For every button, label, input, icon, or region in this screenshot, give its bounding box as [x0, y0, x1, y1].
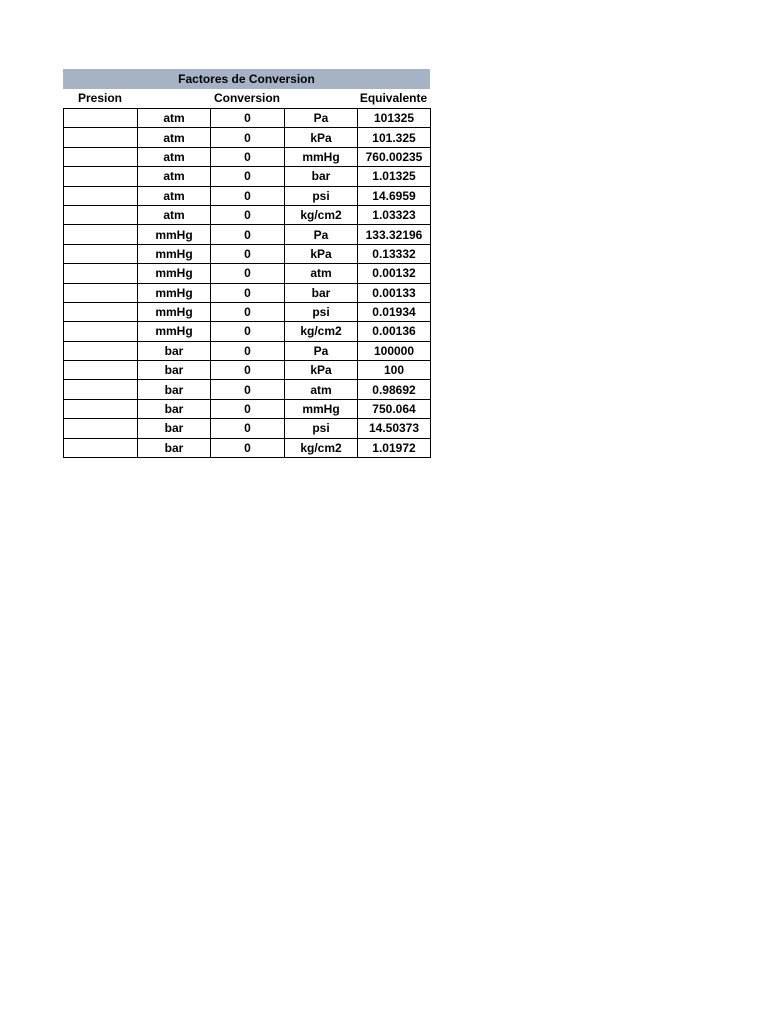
input-value-cell[interactable]: 0 — [211, 361, 285, 380]
input-value-cell[interactable]: 0 — [211, 438, 285, 457]
table-row — [64, 264, 431, 283]
table-row — [64, 225, 431, 244]
from-unit-cell: atm — [138, 109, 211, 128]
factor-cell: 101325 — [358, 109, 431, 128]
factor-cell: 14.6959 — [358, 186, 431, 205]
input-value-cell[interactable]: 0 — [211, 205, 285, 224]
to-unit-cell: psi — [285, 186, 358, 205]
header-equivalente: Equivalente — [359, 91, 428, 105]
input-value-cell[interactable]: 0 — [211, 322, 285, 341]
table-row — [64, 283, 431, 302]
table-row — [64, 341, 431, 360]
presion-cell[interactable] — [64, 380, 138, 399]
presion-cell[interactable] — [64, 419, 138, 438]
to-unit-cell: Pa — [285, 225, 358, 244]
presion-cell[interactable] — [64, 341, 138, 360]
presion-cell[interactable] — [64, 302, 138, 321]
to-unit-cell: mmHg — [285, 147, 358, 166]
header-conversion: Conversion — [213, 91, 280, 105]
from-unit-cell: atm — [138, 186, 211, 205]
from-unit-cell: atm — [138, 128, 211, 147]
from-unit-cell: atm — [138, 205, 211, 224]
presion-cell[interactable] — [64, 283, 138, 302]
to-unit-cell: kg/cm2 — [285, 322, 358, 341]
table-row — [64, 380, 431, 399]
to-unit-cell: Pa — [285, 109, 358, 128]
from-unit-cell: mmHg — [138, 264, 211, 283]
table-row — [64, 205, 431, 224]
input-value-cell[interactable]: 0 — [211, 283, 285, 302]
input-value-cell[interactable]: 0 — [211, 186, 285, 205]
table-row — [64, 109, 431, 128]
input-value-cell[interactable]: 0 — [211, 225, 285, 244]
presion-cell[interactable] — [64, 205, 138, 224]
from-unit-cell: atm — [138, 167, 211, 186]
table-row — [64, 186, 431, 205]
table-row — [64, 147, 431, 166]
from-unit-cell: bar — [138, 380, 211, 399]
to-unit-cell: bar — [285, 283, 358, 302]
to-unit-cell: kg/cm2 — [285, 438, 358, 457]
from-unit-cell: mmHg — [138, 244, 211, 263]
factor-cell: 1.03323 — [358, 205, 431, 224]
input-value-cell[interactable]: 0 — [211, 244, 285, 263]
header-presion: Presion — [77, 91, 122, 105]
factor-cell: 1.01972 — [358, 438, 431, 457]
input-value-cell[interactable]: 0 — [211, 109, 285, 128]
to-unit-cell: kPa — [285, 244, 358, 263]
to-unit-cell: Pa — [285, 341, 358, 360]
input-value-cell[interactable]: 0 — [211, 399, 285, 418]
presion-cell[interactable] — [64, 438, 138, 457]
table-row — [64, 128, 431, 147]
table-row — [64, 167, 431, 186]
to-unit-cell: psi — [285, 302, 358, 321]
table-row — [64, 322, 431, 341]
presion-cell[interactable] — [64, 225, 138, 244]
presion-cell[interactable] — [64, 264, 138, 283]
factor-cell: 14.50373 — [358, 419, 431, 438]
table-row — [64, 399, 431, 418]
factor-cell: 100 — [358, 361, 431, 380]
presion-cell[interactable] — [64, 128, 138, 147]
input-value-cell[interactable]: 0 — [211, 147, 285, 166]
from-unit-cell: mmHg — [138, 283, 211, 302]
presion-cell[interactable] — [64, 186, 138, 205]
to-unit-cell: kPa — [285, 128, 358, 147]
from-unit-cell: bar — [138, 399, 211, 418]
presion-cell[interactable] — [64, 147, 138, 166]
factor-cell: 133.32196 — [358, 225, 431, 244]
factor-cell: 0.00133 — [358, 283, 431, 302]
input-value-cell[interactable]: 0 — [211, 167, 285, 186]
input-value-cell[interactable]: 0 — [211, 302, 285, 321]
presion-cell[interactable] — [64, 361, 138, 380]
to-unit-cell: atm — [285, 264, 358, 283]
factor-cell: 0.00132 — [358, 264, 431, 283]
table-row — [64, 419, 431, 438]
from-unit-cell: atm — [138, 147, 211, 166]
presion-cell[interactable] — [64, 399, 138, 418]
input-value-cell[interactable]: 0 — [211, 341, 285, 360]
table-row — [64, 302, 431, 321]
from-unit-cell: mmHg — [138, 322, 211, 341]
to-unit-cell: mmHg — [285, 399, 358, 418]
conversion-sheet — [63, 69, 430, 458]
from-unit-cell: bar — [138, 361, 211, 380]
table-row — [64, 361, 431, 380]
input-value-cell[interactable]: 0 — [211, 264, 285, 283]
factor-cell: 0.98692 — [358, 380, 431, 399]
presion-cell[interactable] — [64, 167, 138, 186]
conversion-table — [63, 108, 431, 458]
presion-cell[interactable] — [64, 109, 138, 128]
to-unit-cell: kPa — [285, 361, 358, 380]
from-unit-cell: bar — [138, 419, 211, 438]
input-value-cell[interactable]: 0 — [211, 128, 285, 147]
factor-cell: 0.00136 — [358, 322, 431, 341]
to-unit-cell: atm — [285, 380, 358, 399]
to-unit-cell: bar — [285, 167, 358, 186]
table-row — [64, 438, 431, 457]
table-title: Factores de Conversion — [63, 69, 430, 89]
table-row — [64, 244, 431, 263]
from-unit-cell: mmHg — [138, 225, 211, 244]
factor-cell: 0.01934 — [358, 302, 431, 321]
factor-cell: 750.064 — [358, 399, 431, 418]
presion-cell[interactable] — [64, 244, 138, 263]
factor-cell: 100000 — [358, 341, 431, 360]
presion-cell[interactable] — [64, 322, 138, 341]
from-unit-cell: bar — [138, 341, 211, 360]
to-unit-cell: psi — [285, 419, 358, 438]
from-unit-cell: mmHg — [138, 302, 211, 321]
header-row — [63, 89, 430, 108]
input-value-cell[interactable]: 0 — [211, 380, 285, 399]
factor-cell: 760.00235 — [358, 147, 431, 166]
to-unit-cell: kg/cm2 — [285, 205, 358, 224]
factor-cell: 1.01325 — [358, 167, 431, 186]
from-unit-cell: bar — [138, 438, 211, 457]
factor-cell: 0.13332 — [358, 244, 431, 263]
input-value-cell[interactable]: 0 — [211, 419, 285, 438]
factor-cell: 101.325 — [358, 128, 431, 147]
